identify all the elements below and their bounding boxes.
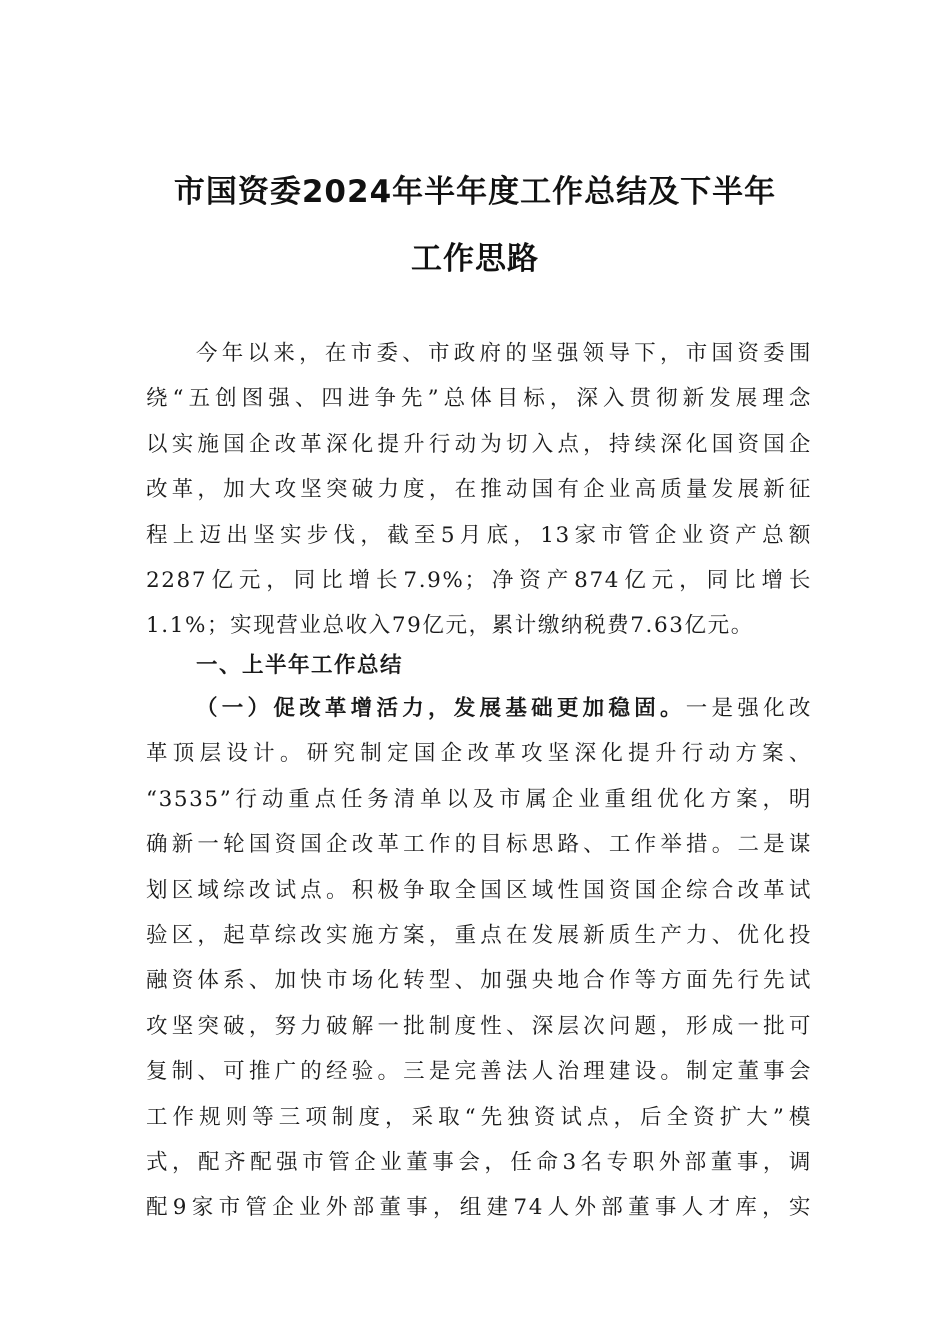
subsection-heading: （一）促改革增活力，发展基础更加稳固。 bbox=[196, 696, 686, 721]
document-title-line-2: 工作思路 bbox=[411, 241, 539, 277]
document-title-line-1: 市国资委2024年半年度工作总结及下半年 bbox=[173, 174, 777, 210]
paragraph-line: 复制、可推广的经验。三是完善法人治理建设。制定董事会 bbox=[146, 1059, 812, 1085]
paragraph-line: 验区，起草综改实施方案，重点在发展新质生产力、优化投 bbox=[146, 922, 812, 948]
paragraph-line: 改革，加大攻坚突破力度，在推动国有企业高质量发展新征 bbox=[146, 477, 812, 503]
paragraph-line: 划区域综改试点。积极争取全国区域性国资国企综合改革试 bbox=[146, 877, 812, 903]
paragraph-line: 以实施国企改革深化提升行动为切入点，持续深化国资国企 bbox=[146, 431, 812, 457]
intro-paragraph bbox=[146, 331, 812, 649]
paragraph-line: 攻坚突破，努力破解一批制度性、深层次问题，形成一批可 bbox=[146, 1013, 812, 1039]
paragraph-line: “3535”行动重点任务清单以及市属企业重组优化方案，明 bbox=[146, 786, 812, 812]
paragraph-line: 1.1%；实现营业总收入79亿元，累计缴纳税费7.63亿元。 bbox=[146, 613, 754, 639]
paragraph-line bbox=[146, 686, 812, 731]
section1-paragraph bbox=[146, 686, 812, 1231]
paragraph-line: 融资体系、加快市场化转型、加强央地合作等方面先行先试 bbox=[146, 968, 812, 994]
paragraph-line: 式，配齐配强市管企业董事会，任命3名专职外部董事，调 bbox=[146, 1149, 812, 1175]
paragraph-line: 工作规则等三项制度，采取“先独资试点，后全资扩大”模 bbox=[146, 1104, 812, 1130]
section-heading: 一、上半年工作总结 bbox=[196, 653, 404, 678]
paragraph-line: 程上迈出坚实步伐，截至5月底，13家市管企业资产总额 bbox=[146, 522, 812, 548]
paragraph-line: 确新一轮国资国企改革工作的目标思路、工作举措。二是谋 bbox=[146, 832, 812, 858]
paragraph-line: 配9家市管企业外部董事，组建74人外部董事人才库，实 bbox=[146, 1195, 812, 1221]
paragraph-line: 革顶层设计。研究制定国企改革攻坚深化提升行动方案、 bbox=[146, 741, 812, 767]
paragraph-line: 绕“五创图强、四进争先”总体目标，深入贯彻新发展理念 bbox=[146, 386, 812, 412]
paragraph-text: 一是强化改 bbox=[685, 696, 812, 721]
paragraph-line: 今年以来，在市委、市政府的坚强领导下，市国资委围 bbox=[196, 341, 812, 366]
paragraph-line: 2287亿元，同比增长7.9%；净资产874亿元，同比增长 bbox=[146, 567, 812, 593]
